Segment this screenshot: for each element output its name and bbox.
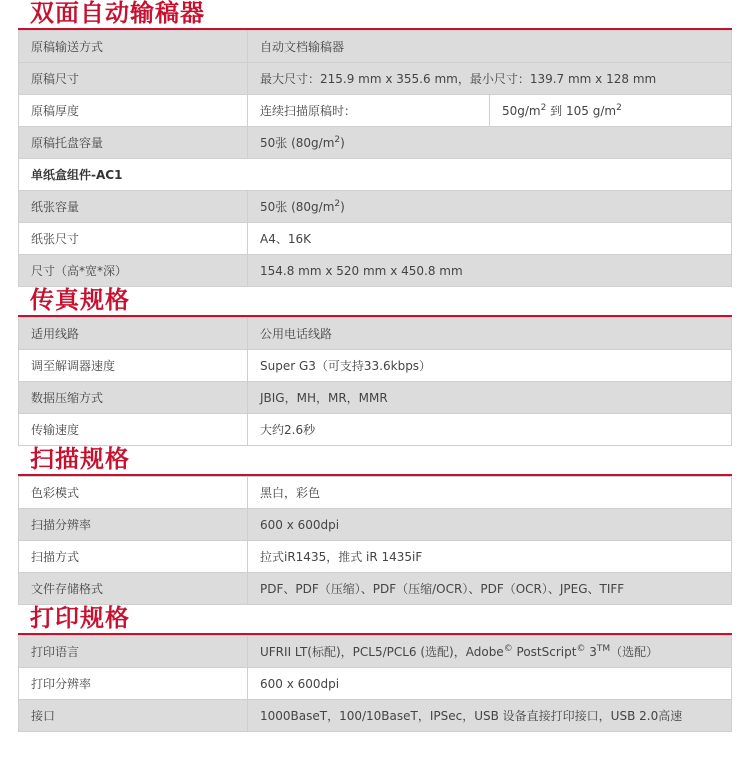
row-sub-label: 连续扫描原稿时： <box>248 95 490 127</box>
row-value: A4、16K <box>248 223 732 255</box>
row-label: 原稿尺寸 <box>19 63 248 95</box>
row-label: 纸张容量 <box>19 191 248 223</box>
row-value: 600 x 600dpi <box>248 509 732 541</box>
table-row <box>19 318 732 350</box>
table-row <box>19 541 732 573</box>
adf-spec-table <box>18 30 732 287</box>
print-spec-table <box>18 635 732 732</box>
table-row <box>19 382 732 414</box>
table-row <box>19 477 732 509</box>
row-label: 原稿输送方式 <box>19 31 248 63</box>
table-row <box>19 95 732 127</box>
section-title-print: 打印规格 <box>18 605 732 635</box>
row-value: 拉式iR1435，推式 iR 1435iF <box>248 541 732 573</box>
row-label: 原稿托盘容量 <box>19 127 248 159</box>
table-row <box>19 509 732 541</box>
row-value: 黑白，彩色 <box>248 477 732 509</box>
table-row <box>19 668 732 700</box>
row-label: 原稿厚度 <box>19 95 248 127</box>
row-value: 600 x 600dpi <box>248 668 732 700</box>
row-label: 数据压缩方式 <box>19 382 248 414</box>
row-value: 最大尺寸：215.9 mm x 355.6 mm，最小尺寸：139.7 mm x 128 mm <box>248 63 732 95</box>
row-label: 尺寸（高*宽*深） <box>19 255 248 287</box>
section-title-scan: 扫描规格 <box>18 446 732 476</box>
row-value: 自动文档输稿器 <box>248 31 732 63</box>
fax-spec-table <box>18 317 732 446</box>
row-value: 50张 $(80g/m^2)$ <box>248 127 732 159</box>
table-row <box>19 31 732 63</box>
row-label: 打印分辨率 <box>19 668 248 700</box>
row-value: JBIG，MH，MR，MMR <box>248 382 732 414</box>
row-value: 1000BaseT，100/10BaseT，IPSec，USB 设备直接打印接口，USB 2.0高速 <box>248 700 732 732</box>
row-value: 154.8 mm x 520 mm x 450.8 mm <box>248 255 732 287</box>
row-label: 传输速度 <box>19 414 248 446</box>
table-row <box>19 573 732 605</box>
row-label: 扫描方式 <box>19 541 248 573</box>
table-row <box>19 414 732 446</box>
table-row <box>19 350 732 382</box>
row-label: 调至解调器速度 <box>19 350 248 382</box>
table-row <box>19 63 732 95</box>
table-row <box>19 127 732 159</box>
table-row <box>19 159 732 191</box>
table-row <box>19 255 732 287</box>
row-label: 扫描分辨率 <box>19 509 248 541</box>
section-title-adf: 双面自动输稿器 <box>18 0 732 30</box>
row-value: Super G3（可支持33.6kbps） <box>248 350 732 382</box>
row-label: 文件存储格式 <box>19 573 248 605</box>
row-value: 公用电话线路 <box>248 318 732 350</box>
row-label: 纸张尺寸 <box>19 223 248 255</box>
row-value: 大约2.6秒 <box>248 414 732 446</box>
subsection-heading: 单纸盒组件-AC1 <box>19 159 732 191</box>
section-title-fax: 传真规格 <box>18 287 732 317</box>
row-value: PDF、PDF（压缩）、PDF（压缩/OCR）、PDF（OCR）、JPEG、TIFF <box>248 573 732 605</box>
table-row <box>19 636 732 668</box>
row-value: $50g/m^2$ 到 105 $g/m^2$ <box>490 95 732 127</box>
table-row <box>19 700 732 732</box>
row-label: 接口 <box>19 700 248 732</box>
table-row <box>19 191 732 223</box>
row-label: 色彩模式 <box>19 477 248 509</box>
table-row <box>19 223 732 255</box>
row-label: 适用线路 <box>19 318 248 350</box>
row-value: 50张 $(80g/m^2)$ <box>248 191 732 223</box>
row-value: UFRII LT(标配)，PCL5/PCL6 (选配)，Adobe© PostScript© 3™（选配） <box>248 636 732 668</box>
scan-spec-table <box>18 476 732 605</box>
row-label: 打印语言 <box>19 636 248 668</box>
